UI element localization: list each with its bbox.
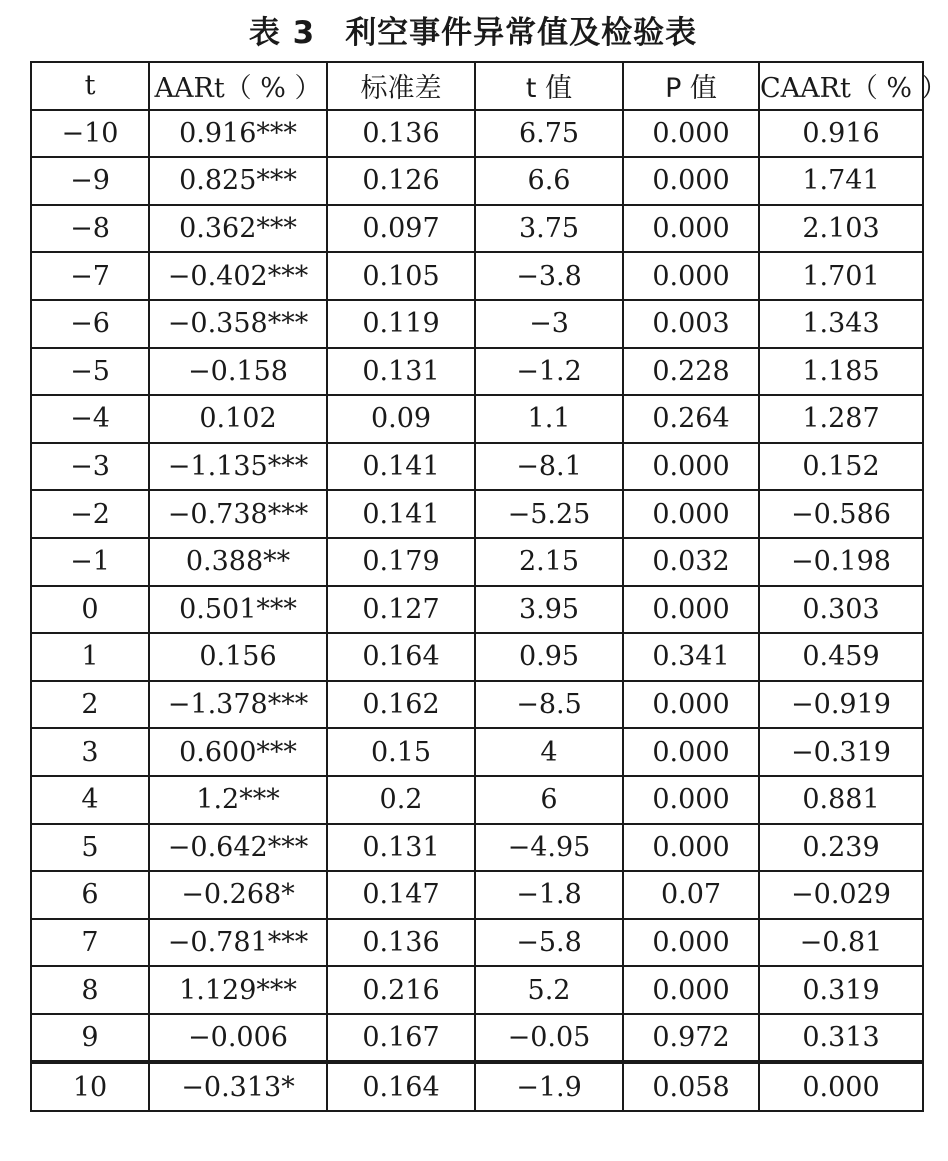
table-row: [31, 252, 923, 300]
column-header-t-value: t 值: [475, 62, 623, 110]
cell-caart: −0.81: [759, 919, 923, 967]
table-row: [31, 966, 923, 1014]
cell-t: 2: [31, 681, 149, 729]
cell-std: 0.141: [327, 490, 475, 538]
table-row: [31, 776, 923, 824]
cell-t-value: 3.75: [475, 205, 623, 253]
cell-p-value: 0.000: [623, 681, 759, 729]
cell-caart: 1.701: [759, 252, 923, 300]
table-caption: [0, 10, 946, 56]
cell-t-value: 6.6: [475, 157, 623, 205]
cell-aart: 1.2***: [149, 776, 327, 824]
table-row: [31, 633, 923, 681]
cell-t-value: −3.8: [475, 252, 623, 300]
cell-t-value: −8.5: [475, 681, 623, 729]
cell-std: 0.216: [327, 966, 475, 1014]
cell-t-value: −5.8: [475, 919, 623, 967]
cell-t: 6: [31, 871, 149, 919]
cell-aart: 0.600***: [149, 728, 327, 776]
cell-t: −9: [31, 157, 149, 205]
cell-caart: 0.319: [759, 966, 923, 1014]
table-title: 利空事件异常值及检验表: [345, 15, 698, 51]
cell-t: 0: [31, 586, 149, 634]
cell-std: 0.164: [327, 1062, 475, 1111]
cell-caart: −0.319: [759, 728, 923, 776]
cell-p-value: 0.000: [623, 443, 759, 491]
cell-aart: −0.738***: [149, 490, 327, 538]
cell-aart: 1.129***: [149, 966, 327, 1014]
cell-p-value: 0.264: [623, 395, 759, 443]
cell-caart: 0.881: [759, 776, 923, 824]
cell-t: 4: [31, 776, 149, 824]
table-row: [31, 1014, 923, 1063]
table-row: [31, 348, 923, 396]
table-row: [31, 443, 923, 491]
cell-p-value: 0.000: [623, 919, 759, 967]
cell-aart: −0.642***: [149, 824, 327, 872]
cell-t: −10: [31, 110, 149, 158]
cell-std: 0.2: [327, 776, 475, 824]
cell-t: 7: [31, 919, 149, 967]
cell-caart: 0.916: [759, 110, 923, 158]
header-row: [31, 62, 923, 110]
cell-p-value: 0.000: [623, 490, 759, 538]
cell-aart: −1.135***: [149, 443, 327, 491]
cell-p-value: 0.000: [623, 776, 759, 824]
cell-t: 3: [31, 728, 149, 776]
table-row: [31, 538, 923, 586]
cell-t-value: 6.75: [475, 110, 623, 158]
cell-p-value: 0.000: [623, 966, 759, 1014]
cell-aart: 0.388**: [149, 538, 327, 586]
cell-t: 5: [31, 824, 149, 872]
table-row: [31, 871, 923, 919]
table-row: [31, 157, 923, 205]
column-header-p-value: P 值: [623, 62, 759, 110]
cell-p-value: 0.07: [623, 871, 759, 919]
cell-std: 0.126: [327, 157, 475, 205]
table-row: [31, 919, 923, 967]
cell-caart: 0.313: [759, 1014, 923, 1063]
cell-aart: −0.781***: [149, 919, 327, 967]
cell-p-value: 0.228: [623, 348, 759, 396]
cell-t-value: −5.25: [475, 490, 623, 538]
cell-aart: 0.501***: [149, 586, 327, 634]
cell-std: 0.097: [327, 205, 475, 253]
cell-caart: 1.343: [759, 300, 923, 348]
cell-p-value: 0.058: [623, 1062, 759, 1111]
column-header-std: 标准差: [327, 62, 475, 110]
cell-aart: −0.358***: [149, 300, 327, 348]
cell-caart: 0.152: [759, 443, 923, 491]
cell-t: 9: [31, 1014, 149, 1063]
cell-caart: 1.185: [759, 348, 923, 396]
cell-aart: 0.102: [149, 395, 327, 443]
cell-aart: −0.158: [149, 348, 327, 396]
cell-t: −1: [31, 538, 149, 586]
column-header-aart: AARt（ % ）: [149, 62, 327, 110]
cell-std: 0.141: [327, 443, 475, 491]
cell-t-value: −0.05: [475, 1014, 623, 1063]
cell-t: 1: [31, 633, 149, 681]
cell-t-value: 3.95: [475, 586, 623, 634]
cell-t: 10: [31, 1062, 149, 1111]
cell-aart: −0.006: [149, 1014, 327, 1063]
cell-t-value: 1.1: [475, 395, 623, 443]
column-header-t: t: [31, 62, 149, 110]
cell-t-value: 4: [475, 728, 623, 776]
results-table: [30, 61, 948, 1112]
cell-aart: −0.268*: [149, 871, 327, 919]
cell-t-value: 0.95: [475, 633, 623, 681]
cell-caart: −0.198: [759, 538, 923, 586]
cell-p-value: 0.000: [623, 157, 759, 205]
cell-caart: 2.103: [759, 205, 923, 253]
cell-std: 0.15: [327, 728, 475, 776]
cell-p-value: 0.000: [623, 824, 759, 872]
table-row: [31, 586, 923, 634]
cell-std: 0.164: [327, 633, 475, 681]
cell-aart: 0.825***: [149, 157, 327, 205]
table-row: [31, 490, 923, 538]
cell-t: −5: [31, 348, 149, 396]
table-body: [31, 110, 923, 1111]
table-row: [31, 681, 923, 729]
cell-std: 0.09: [327, 395, 475, 443]
cell-p-value: 0.000: [623, 110, 759, 158]
cell-std: 0.136: [327, 110, 475, 158]
cell-p-value: 0.000: [623, 205, 759, 253]
cell-caart: 0.459: [759, 633, 923, 681]
cell-aart: 0.156: [149, 633, 327, 681]
table-row: [31, 300, 923, 348]
cell-t: −2: [31, 490, 149, 538]
table-row: [31, 728, 923, 776]
column-header-caart: CAARt（ % ）: [759, 62, 923, 110]
table-row: [31, 1062, 923, 1111]
table-number: 表 3: [248, 15, 316, 51]
cell-aart: −1.378***: [149, 681, 327, 729]
cell-t: −3: [31, 443, 149, 491]
cell-std: 0.167: [327, 1014, 475, 1063]
cell-p-value: 0.003: [623, 300, 759, 348]
cell-std: 0.105: [327, 252, 475, 300]
cell-p-value: 0.972: [623, 1014, 759, 1063]
table-row: [31, 395, 923, 443]
cell-aart: −0.313*: [149, 1062, 327, 1111]
cell-std: 0.127: [327, 586, 475, 634]
cell-t-value: 6: [475, 776, 623, 824]
cell-t-value: −1.2: [475, 348, 623, 396]
cell-t: 8: [31, 966, 149, 1014]
cell-t-value: −3: [475, 300, 623, 348]
cell-t: −4: [31, 395, 149, 443]
table-row: [31, 110, 923, 158]
cell-std: 0.162: [327, 681, 475, 729]
cell-p-value: 0.000: [623, 252, 759, 300]
cell-caart: −0.919: [759, 681, 923, 729]
cell-caart: 0.239: [759, 824, 923, 872]
cell-std: 0.147: [327, 871, 475, 919]
cell-t-value: 5.2: [475, 966, 623, 1014]
cell-t-value: −1.8: [475, 871, 623, 919]
cell-t: −8: [31, 205, 149, 253]
cell-std: 0.179: [327, 538, 475, 586]
cell-std: 0.131: [327, 348, 475, 396]
table-row: [31, 205, 923, 253]
cell-caart: 0.303: [759, 586, 923, 634]
cell-t-value: −4.95: [475, 824, 623, 872]
cell-caart: −0.586: [759, 490, 923, 538]
cell-p-value: 0.032: [623, 538, 759, 586]
cell-p-value: 0.000: [623, 586, 759, 634]
cell-aart: 0.362***: [149, 205, 327, 253]
table-row: [31, 824, 923, 872]
cell-p-value: 0.000: [623, 728, 759, 776]
cell-caart: 0.000: [759, 1062, 923, 1111]
cell-t-value: −8.1: [475, 443, 623, 491]
cell-caart: −0.029: [759, 871, 923, 919]
cell-std: 0.131: [327, 824, 475, 872]
cell-aart: −0.402***: [149, 252, 327, 300]
cell-caart: 1.741: [759, 157, 923, 205]
cell-std: 0.119: [327, 300, 475, 348]
cell-t: −7: [31, 252, 149, 300]
cell-t: −6: [31, 300, 149, 348]
cell-t-value: −1.9: [475, 1062, 623, 1111]
cell-t-value: 2.15: [475, 538, 623, 586]
cell-p-value: 0.341: [623, 633, 759, 681]
cell-aart: 0.916***: [149, 110, 327, 158]
cell-caart: 1.287: [759, 395, 923, 443]
cell-std: 0.136: [327, 919, 475, 967]
